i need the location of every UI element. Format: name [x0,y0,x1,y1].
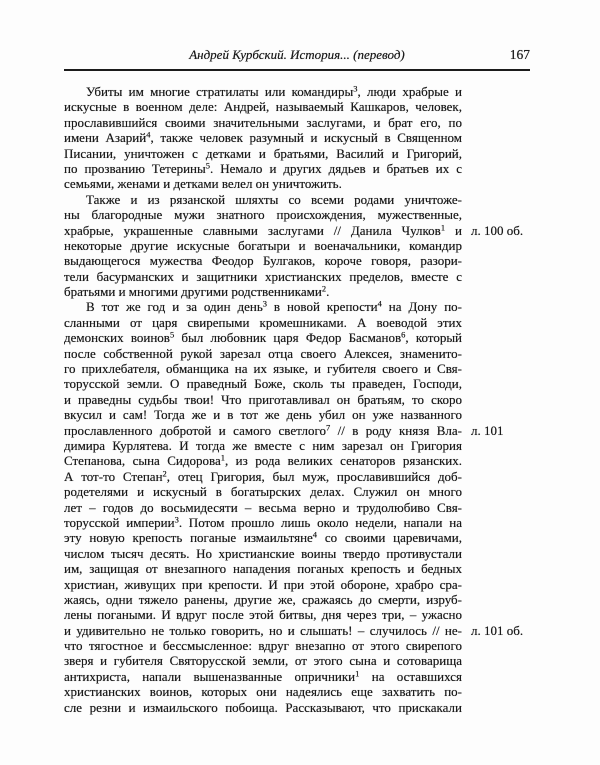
text-line: братьями и многими другими родственниками$^2$. [64,284,330,300]
text-line: жаясь, одни тяжело ранены, другие же, сражаясь до смерти, изруб- [64,591,462,607]
page-body [64,84,462,715]
text-line: семьями, женами и детками велел он уничтожить. [64,176,342,192]
text-line: лены погаными. И вдруг после этой битвы, дня через три, – ужасно [64,607,462,623]
text-line: сланными от царя свирепыми кромешниками. А воеводой этих [64,314,462,330]
text-line: и удивительно не только говорить, но и слышать! – случилось // не- [64,622,462,638]
text-line: го прихлебателя, обманщика на их языке, и губителя своего и Свя- [64,361,462,377]
text-line: торусской земли. О праведный Боже, сколь ты праведен, Господи, [64,376,462,392]
text-line: родетелями и искусный в богатырских делах. Служил он много [64,484,462,500]
text-line: эту новую крепость поганые измаильтяне$^4$ со своими царевичами, [64,530,462,546]
text-line: храбрые, украшенные славными заслугами // Данила Чулков$^1$ и [64,222,462,238]
text-line: сле резни и измаильского побоища. Рассказывают, что прискакали [64,699,462,715]
text-line: торусской империи$^3$. Потом прошло лишь около недели, напали на [64,514,462,530]
text-line: прославленного добротой и самого светлого$^7$ // в роду князя Вла- [64,422,462,438]
text-line: антихриста, напали вышеназванные опричники$^1$ на оставшихся [64,668,462,684]
text-line: ны благородные мужи знатного происхождения, мужественные, [64,207,462,223]
text-line: имени Азарий$^4$, также человек разумный и искусный в Священном [64,130,462,146]
text-line: что тягостное и бессмысленное: вдруг внезапно от этого свирепого [64,638,462,654]
text-line: демонских воинов$^5$ был любовник царя Федор Басманов$^6$, который [64,330,462,346]
text-line: вкусил и сам! Тогда же и в тот же день убил он уже названного [64,407,462,423]
text-line: прославившийся своими значительными заслугами, и брат его, по [64,114,462,130]
header-rule [64,69,530,71]
text-line: Писании, уничтожен с детками и братьями, Василий и Григорий, [64,145,462,161]
text-line: некоторые другие искусные богатыри и военачальники, командир [64,237,462,253]
text-line: искусные в военном деле: Андрей, называемый Кашкаров, человек, [64,99,462,115]
text-line: лет – годов до восьмидесяти – весьма верно и трудолюбиво Свя- [64,499,462,515]
text-line: зверя и губителя Святорусской земли, от этого сына и сотоварища [64,653,462,669]
folio-margin-note: л. 100 об. [471,222,524,238]
text-line: Убиты им многие стратилаты или командиры$^3$, люди храбрые и [86,84,462,99]
text-line: им, защищая от внезапного нападения поганых крепость и бедных [64,561,462,577]
folio-margin-note: л. 101 [471,422,504,438]
running-header-title: Андрей Курбский. История... (перевод) [189,47,405,62]
text-line: выдающегося мужества Феодор Булгаков, короче говоря, разори- [64,253,462,269]
running-header [64,47,530,65]
text-line: А тот-то Степан$^2$, отец Григория, был муж, прославившийся доб- [64,468,462,484]
page-number: 167 [509,47,530,62]
text-line: Также и из рязанской шляхты со всеми родами уничтоже- [86,191,462,207]
text-line: В тот же год и за один день$^3$ в новой крепости$^4$ на Дону по- [86,299,462,315]
text-line: христианских воинов, которых они надеялись еще захватить по- [64,684,462,700]
text-line: после собственной рукой зарезал отца своего Алексея, знаменито- [64,345,462,361]
text-line: тели басурманских и защитники христианских пределов, вместе с [64,268,462,284]
folio-margin-note: л. 101 об. [471,623,524,638]
text-line: по прозванию Тетерины$^5$. Немало и других дядьев и братьев их с [64,160,462,176]
text-line: Степанова, сына Сидорова$^1$, из рода великих сенаторов рязанских. [64,453,462,469]
text-line: димира Курлятева. И тогда же вместе с ним зарезал он Григория [64,437,462,453]
text-line: числом тысяч десять. Но христианские воины твердо противустали [64,545,462,561]
text-line: христиан, живущих при крепости. И при этой обороне, храбро сра- [64,576,462,592]
text-line: и праведны судьбы твои! Что приготавливал он братьям, то скоро [64,391,462,407]
